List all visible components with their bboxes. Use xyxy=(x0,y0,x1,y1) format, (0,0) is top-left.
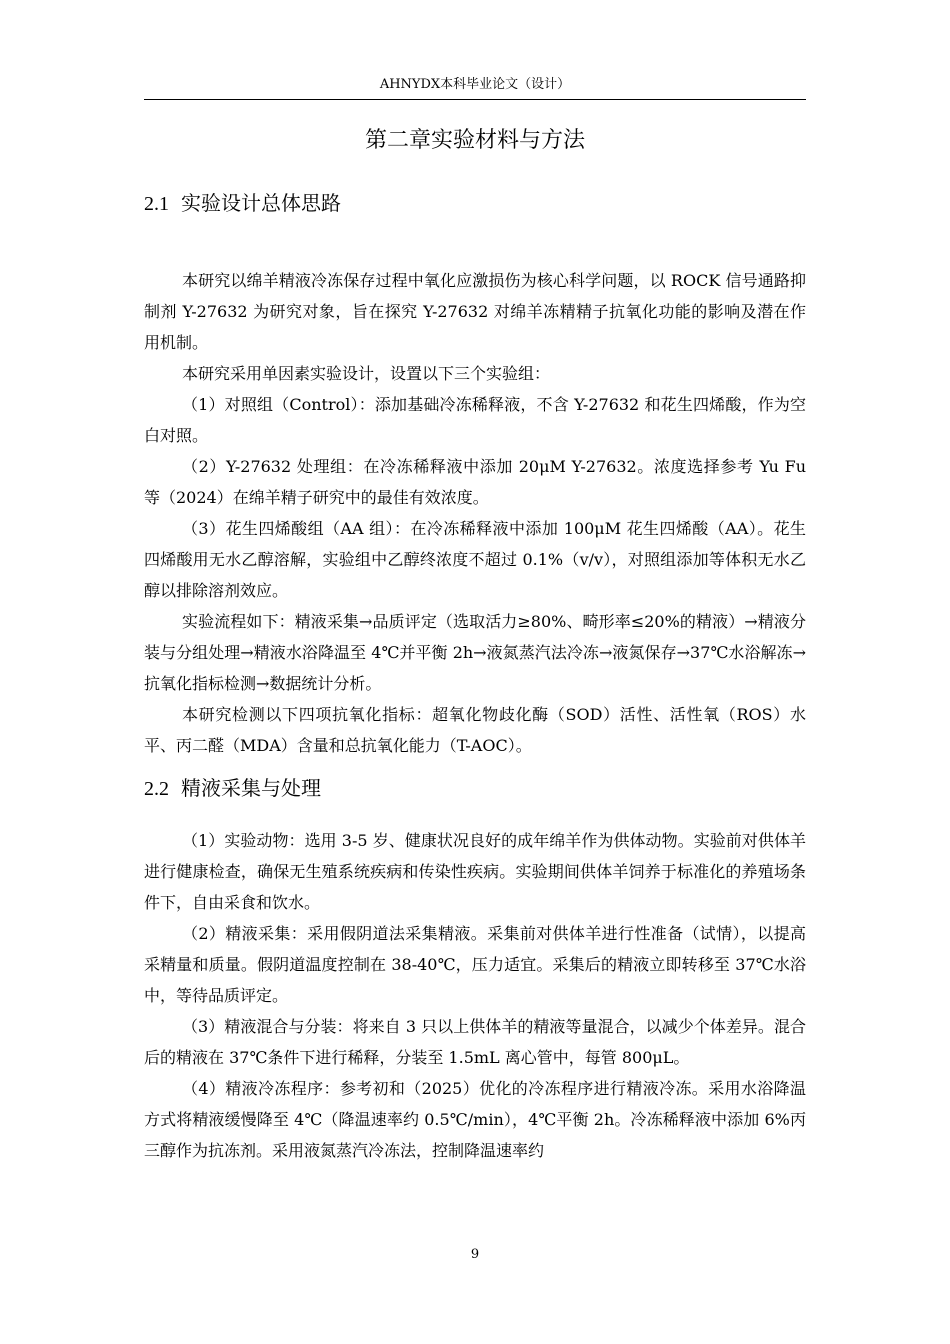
paragraph: （4）精液冷冻程序：参考初和（2025）优化的冷冻程序进行精液冷冻。采用水浴降温方式将精液缓慢降至 4℃（降温速率约 0.5℃/min），4℃平衡 2h。冷冻稀释液中添加 6%丙三醇作为抗冻剂。采用液氮蒸汽冷冻法，控制降温速率约 xyxy=(144,1079,806,1160)
paragraph: （3）花生四烯酸组（AA 组）：在冷冻稀释液中添加 100μM 花生四烯酸（AA）。花生四烯酸用无水乙醇溶解，实验组中乙醇终浓度不超过 0.1%（v/v），对照组添加等体积无水乙醇以排除溶剂效应。 xyxy=(144,519,806,600)
section-number: 2.2 xyxy=(144,778,169,800)
section-heading-2-2 xyxy=(144,773,321,804)
paragraph: （2）精液采集：采用假阴道法采集精液。采集前对供体羊进行性准备（试情），以提高采精量和质量。假阴道温度控制在 38-40℃，压力适宜。采集后的精液立即转移至 37℃水浴中，等待品质评定。 xyxy=(144,924,806,1005)
header-divider xyxy=(144,99,806,100)
section-title: 精液采集与处理 xyxy=(181,776,321,800)
section-body-2-1 xyxy=(144,265,806,761)
section-body-2-2 xyxy=(144,825,806,1166)
running-header: AHNYDX本科毕业论文（设计） xyxy=(379,77,571,92)
section-heading-2-1 xyxy=(144,188,341,219)
section-number: 2.1 xyxy=(144,193,169,215)
paragraph: （1）实验动物：选用 3-5 岁、健康状况良好的成年绵羊作为供体动物。实验前对供体羊进行健康检查，确保无生殖系统疾病和传染性疾病。实验期间供体羊饲养于标准化的养殖场条件下，自由采食和饮水。 xyxy=(144,831,806,912)
section-title: 实验设计总体思路 xyxy=(181,191,341,215)
paragraph: 本研究检测以下四项抗氧化指标：超氧化物歧化酶（SOD）活性、活性氧（ROS）水平、丙二醛（MDA）含量和总抗氧化能力（T-AOC）。 xyxy=(144,705,806,755)
page-number: 9 xyxy=(470,1247,480,1262)
paragraph: （2）Y-27632 处理组：在冷冻稀释液中添加 20μM Y-27632。浓度选择参考 Yu Fu 等（2024）在绵羊精子研究中的最佳有效浓度。 xyxy=(144,457,806,507)
chapter-title: 第二章实验材料与方法 xyxy=(364,128,585,153)
paragraph: 实验流程如下：精液采集→品质评定（选取活力≥80%、畸形率≤20%的精液）→精液分装与分组处理→精液水浴降温至 4℃并平衡 2h→液氮蒸汽法冷冻→液氮保存→37℃水浴解冻→抗氧化指标检测→数据统计分析。 xyxy=(144,612,806,693)
paragraph: 本研究以绵羊精液冷冻保存过程中氧化应激损伤为核心科学问题，以 ROCK 信号通路抑制剂 Y-27632 为研究对象，旨在探究 Y-27632 对绵羊冻精精子抗氧化功能的影响及潜在作用机制。 xyxy=(144,271,806,352)
paragraph: 本研究采用单因素实验设计，设置以下三个实验组： xyxy=(182,364,551,383)
paragraph: （1）对照组（Control）：添加基础冷冻稀释液，不含 Y-27632 和花生四烯酸，作为空白对照。 xyxy=(144,395,806,445)
paragraph: （3）精液混合与分装：将来自 3 只以上供体羊的精液等量混合，以减少个体差异。混合后的精液在 37℃条件下进行稀释，分装至 1.5mL 离心管中，每管 800μL。 xyxy=(144,1017,806,1067)
